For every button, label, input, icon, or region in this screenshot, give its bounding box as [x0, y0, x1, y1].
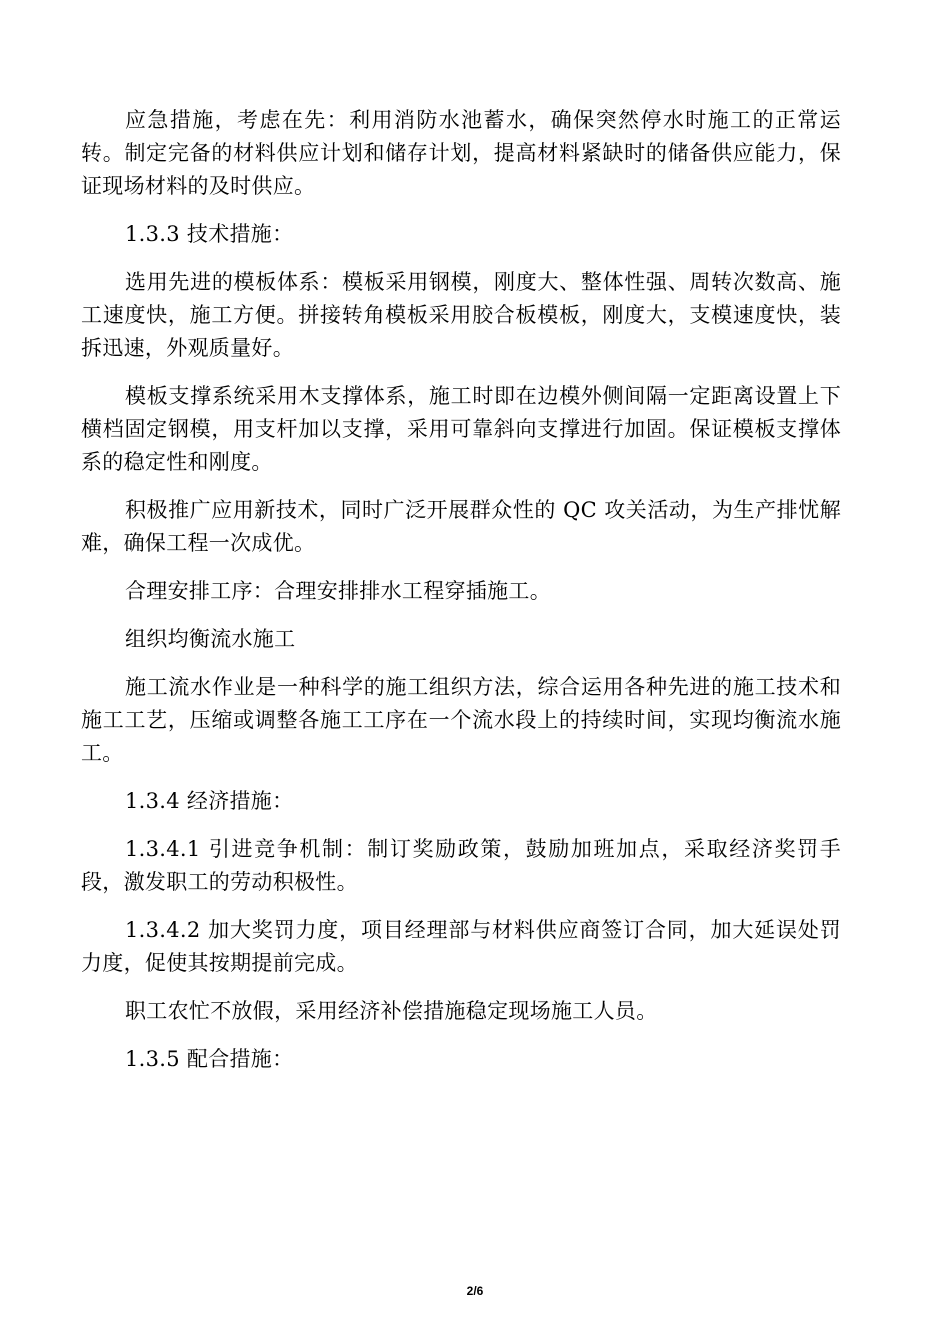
- paragraph-competition-mechanism: 1.3.4.1 引进竞争机制：制订奖励政策，鼓励加班加点，采取经济奖罚手段，激发职工的劳动积极性。: [81, 837, 841, 894]
- paragraph-formwork-system: 选用先进的模板体系：模板采用钢模，刚度大、整体性强、周转次数高、施工速度快，施工方便。拼接转角模板采用胶合板模板，刚度大，支模速度快，装拆迅速，外观质量好。: [81, 270, 841, 360]
- paragraph-staff-compensation: 职工农忙不放假，采用经济补偿措施稳定现场施工人员。: [125, 999, 658, 1023]
- paragraph-reward-penalty: 1.3.4.2 加大奖罚力度，项目经理部与材料供应商签订合同，加大延误处罚力度，促使其按期提前完成。: [81, 918, 841, 975]
- heading-economic-measures: 1.3.4 经济措施：: [125, 789, 294, 813]
- paragraph-flow-operation: 施工流水作业是一种科学的施工组织方法，综合运用各种先进的施工技术和施工工艺，压缩或调整各施工工序在一个流水段上的持续时间，实现均衡流水施工。: [81, 675, 841, 765]
- paragraph-process-arrangement: 合理安排工序：合理安排排水工程穿插施工。: [125, 579, 551, 603]
- paragraph-formwork-support: 模板支撑系统采用木支撑体系，施工时即在边模外侧间隔一定距离设置上下横档固定钢模，用支杆加以支撑，采用可靠斜向支撑进行加固。保证模板支撑体系的稳定性和刚度。: [81, 384, 841, 474]
- page-number: 2/6: [466, 1284, 484, 1298]
- document-body: [81, 104, 841, 1091]
- paragraph-emergency-measures: 应急措施，考虑在先：利用消防水池蓄水，确保突然停水时施工的正常运转。制定完备的材料供应计划和储存计划，提高材料紧缺时的储备供应能力，保证现场材料的及时供应。: [81, 108, 841, 198]
- paragraph-balanced-flow: 组织均衡流水施工: [125, 627, 296, 651]
- heading-coordination-measures: 1.3.5 配合措施：: [125, 1047, 294, 1071]
- heading-technical-measures: 1.3.3 技术措施：: [125, 222, 294, 246]
- paragraph-new-technology: 积极推广应用新技术，同时广泛开展群众性的 QC 攻关活动，为生产排忧解难，确保工程一次成优。: [81, 498, 841, 555]
